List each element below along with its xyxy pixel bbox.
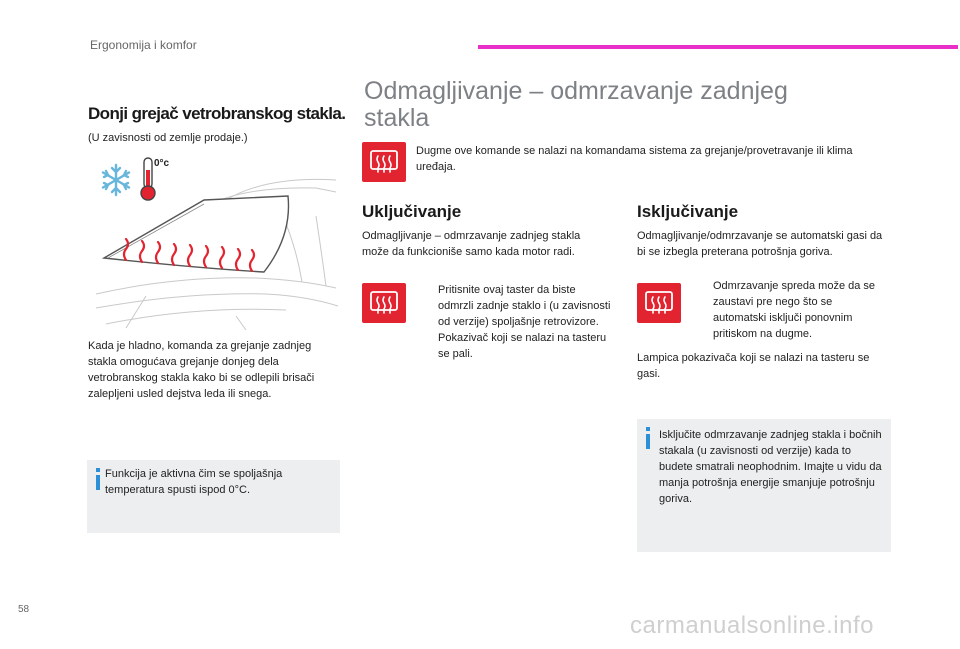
heater-description: Kada je hladno, komanda za grejanje zadnjeg stakla omogućava grejanje donjeg dela vetrobranskog stakla kako bi se odlepili brisači zalepljeni usled dejstva leda ili snega. [88,340,315,400]
bullet-text: Pritisnite ovaj taster da biste odmrzli zadnje staklo i (u zavisnosti od verzije) spoljašnje retrovizore. Pokazivač koji se nalazi na tasteru se pali. [438,284,611,360]
snowflake-icon [98,162,134,198]
indicator-lamp-text: Lampica pokazivača koji se nalazi na tasteru se gasi. [637,352,870,380]
rear-window-defrost-icon [637,283,681,323]
bullet-text: Odmrzavanje spreda može da se zaustavi pre nego što se automatski isključi ponovnim pritiskom na dugme. [713,280,876,340]
info-text: Funkcija je aktivna čim se spoljašnja temperatura spusti ispod 0°C. [105,468,283,496]
info-box-temperature [87,460,340,533]
section-title: Ergonomija i komfor [90,38,197,52]
info-text: Isključite odmrzavanje zadnjeg stakla i bočnih stakala (u zavisnosti od verzije) kada to budete smatrali neophodnim. Imajte u vidu da manja potrošnja energije smanjuje potrošnju goriva. [659,429,882,505]
info-box-energy [637,419,891,552]
rear-window-defrost-icon [362,283,406,323]
lower-windscreen-heater-heading: Donji grejač vetrobranskog stakla. [88,104,346,123]
page-title: Odmagljivanje – odmrzavanje zadnjeg stakla [364,77,788,132]
switching-off-text: Odmagljivanje/odmrzavanje se automatski gasi da bi se izbegla preterana potrošnja goriva. [637,230,883,258]
windscreen-illustration [86,156,340,330]
section-accent-bar [478,45,958,49]
switching-off-heading: Isključivanje [637,202,739,221]
intro-text: Dugme ove komande se nalazi na komandama sistema za grejanje/provetravanje ili klima uređaja. [416,145,853,173]
country-note: (U zavisnosti od zemlje prodaje.) [88,132,248,144]
info-icon [643,427,653,449]
info-icon [93,468,103,490]
page-number: 58 [18,604,30,615]
switching-on-text: Odmagljivanje – odmrzavanje zadnjeg stakla može da funkcioniše samo kada motor radi. [362,230,581,258]
rear-window-defrost-icon [362,142,406,182]
switching-on-heading: Uključivanje [362,202,462,221]
temperature-label: 0°c [154,158,170,169]
watermark: carmanualsonline.info [630,612,874,639]
